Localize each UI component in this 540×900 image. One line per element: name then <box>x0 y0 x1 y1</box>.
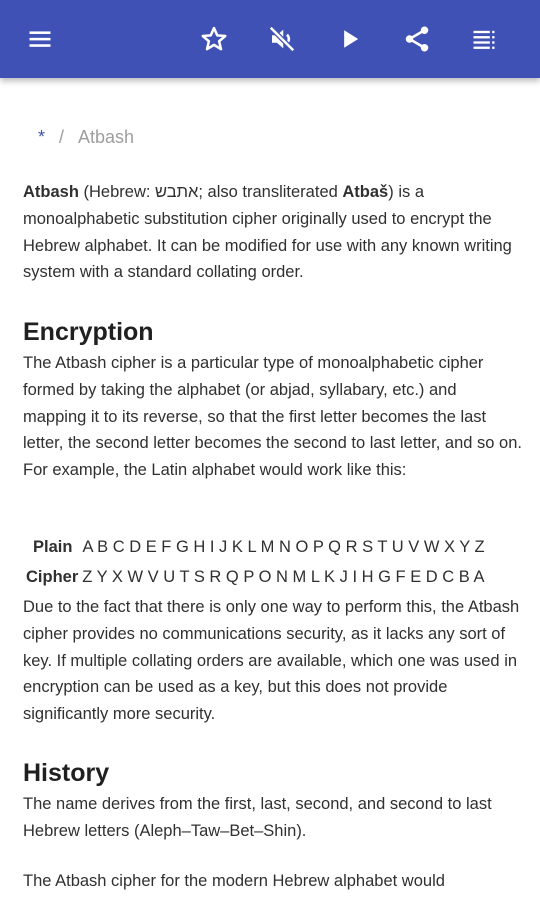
breadcrumb <box>38 127 134 148</box>
hamburger-menu-icon <box>26 25 54 53</box>
cipher-letters: Z Y X W V U T S R Q P O N M L K J I H G F E D C B A <box>82 568 485 586</box>
encryption-paragraph: The Atbash cipher is a particular type of monoalphabetic cipher formed by taking the alphabet (or abjad, syllabary, etc.) and mapping it to its reverse, so that the first letter becomes the last letter, the second letter becomes the second to last letter, and so on. For example, the Latin alphabet would work like this: <box>23 354 522 480</box>
star-outline-icon <box>199 24 229 54</box>
security-paragraph: Due to the fact that there is only one way to perform this, the Atbash cipher provides no communications security, as it lacks any sort of key. If multiple collating orders are available, which one was used in encryption can be used as a key, but this does not provide significantly more security. <box>23 598 520 724</box>
menu-button[interactable] <box>20 19 60 59</box>
cipher-label: Cipher <box>26 568 79 586</box>
share-icon <box>402 24 432 54</box>
mute-button[interactable] <box>262 19 302 59</box>
term-atbas: Atbaš <box>342 183 389 201</box>
volume-off-icon <box>267 24 297 54</box>
section-heading-history: History <box>23 759 110 787</box>
play-button[interactable] <box>330 19 370 59</box>
intro-text-1: (Hebrew: <box>78 183 156 201</box>
favorite-button[interactable] <box>194 19 234 59</box>
share-button[interactable] <box>397 19 437 59</box>
list-icon <box>470 25 498 53</box>
breadcrumb-current: Atbash <box>78 127 135 147</box>
breadcrumb-home-link[interactable]: * <box>38 127 46 147</box>
intro-text-3: ) is a monoalphabetic substitution cipher originally used to encrypt the Hebrew alphabet. It can be modified for use with any known writing system with a standard collating order. <box>23 183 512 282</box>
play-icon <box>336 25 364 53</box>
breadcrumb-separator: / <box>59 127 65 147</box>
history-paragraph-2: The Atbash cipher for the modern Hebrew alphabet would <box>23 872 445 890</box>
cipher-row-plain <box>33 538 485 557</box>
plain-label: Plain <box>33 538 73 556</box>
intro-text-2: ; also transliterated <box>198 183 343 201</box>
contents-button[interactable] <box>464 19 504 59</box>
app-bar <box>0 0 540 78</box>
cipher-row-cipher <box>26 568 484 587</box>
hebrew-term: אתבש <box>155 183 199 201</box>
intro-paragraph <box>23 179 523 286</box>
section-heading-encryption: Encryption <box>23 318 154 346</box>
plain-letters: A B C D E F G H I J K L M N O P Q R S T U V W X Y Z <box>82 538 485 556</box>
term-atbash: Atbash <box>23 183 79 201</box>
history-paragraph: The name derives from the first, last, second, and second to last Hebrew letters (Aleph–Taw–Bet–Shin). <box>23 795 492 840</box>
article-content[interactable] <box>0 78 540 900</box>
